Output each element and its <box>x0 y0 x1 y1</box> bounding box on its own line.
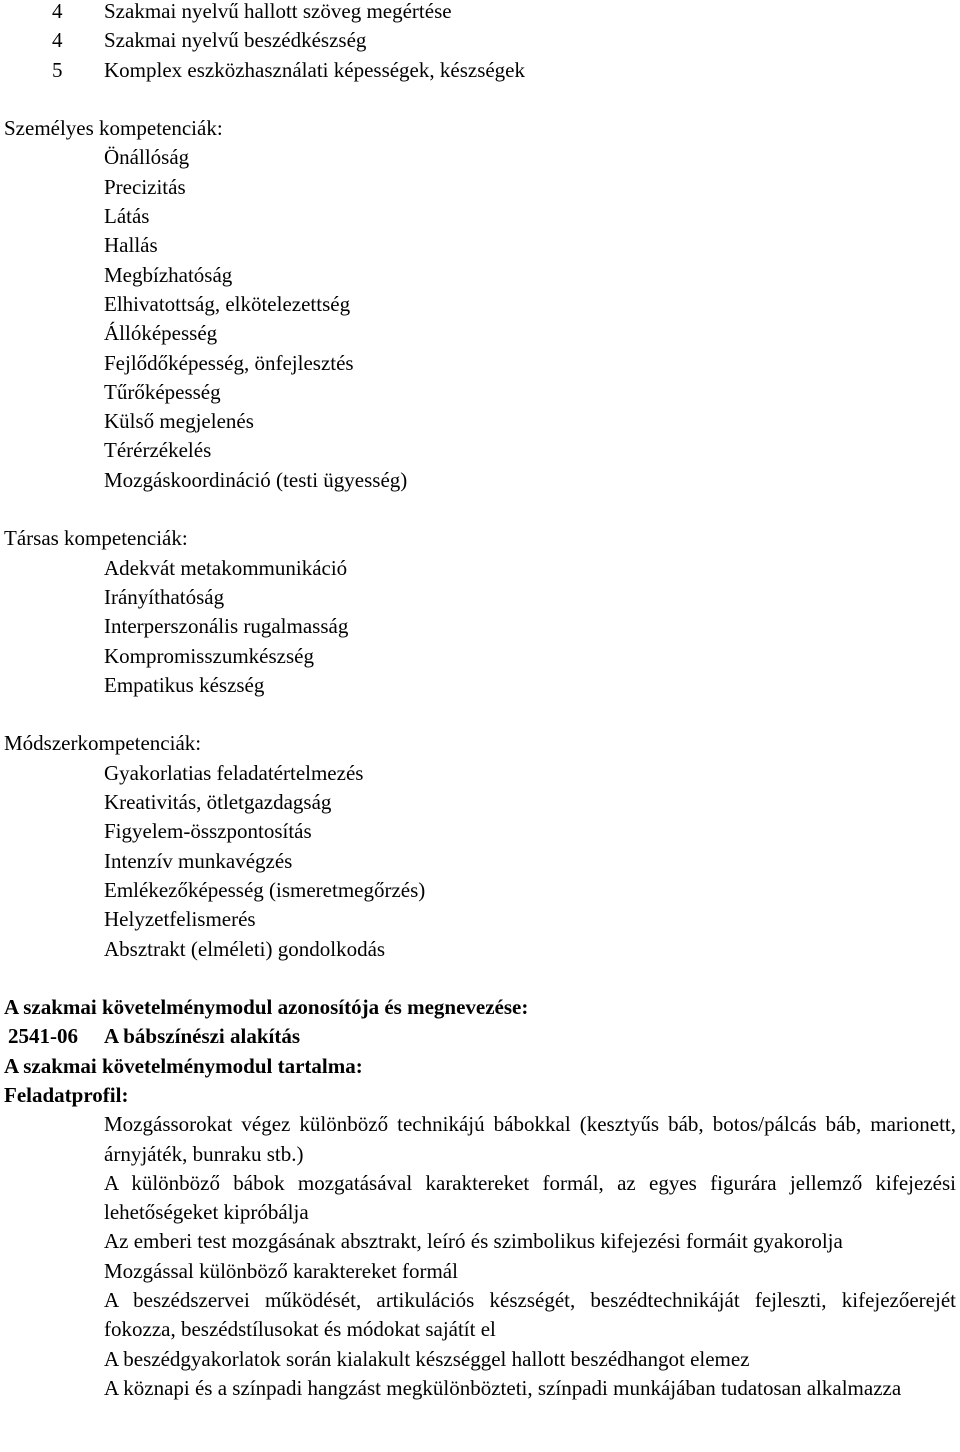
list-item: Kompromisszumkészség <box>104 643 314 668</box>
numbered-item <box>0 0 960 26</box>
list-item: Irányíthatóság <box>104 584 225 609</box>
list-item: Állóképesség <box>104 321 218 346</box>
method-competencies-heading: Módszerkompetenciák: <box>4 731 202 756</box>
social-competencies-heading: Társas kompetenciák: <box>4 526 188 551</box>
spacer <box>0 85 960 114</box>
list-item: Absztrakt (elméleti) gondolkodás <box>104 936 386 961</box>
list-item: Figyelem-összpontosítás <box>104 819 312 844</box>
numbered-item <box>0 56 960 85</box>
task-paragraph: Mozgással különböző karaktereket formál <box>104 1258 458 1283</box>
list-item: Megbízhatóság <box>104 262 233 287</box>
list-item: Mozgáskoordináció (testi ügyesség) <box>104 467 408 492</box>
list-item: Kreativitás, ötletgazdagság <box>104 790 332 815</box>
list-item: Önállóság <box>104 145 190 170</box>
task-paragraph: A különböző bábok mozgatásával karaktereket formál, az egyes figurára jellemző kifejezési lehetőségeket kipróbálja <box>104 1170 956 1225</box>
list-item: Gyakorlatias feladatértelmezés <box>104 760 364 785</box>
item-number: 5 <box>52 57 63 82</box>
task-paragraph: A köznapi és a színpadi hangzást megkülönbözteti, színpadi munkájában tudatosan alkalmazza <box>104 1375 902 1400</box>
list-item: Tűrőképesség <box>104 379 221 404</box>
item-text: Komplex eszközhasználati képességek, készségek <box>104 57 526 82</box>
list-item: Külső megjelenés <box>104 409 254 434</box>
task-profile-heading: Feladatprofil: <box>4 1082 129 1107</box>
task-paragraph: Mozgássorokat végez különböző technikájú bábokkal (kesztyűs báb, botos/pálcás báb, marionett, árnyjáték, bunraku stb.) <box>104 1112 956 1166</box>
module-content-heading: A szakmai követelménymodul tartalma: <box>4 1053 363 1078</box>
item-number: 4 <box>52 0 63 23</box>
list-item: Elhivatottság, elkötelezettség <box>104 291 351 316</box>
list-item: Térérzékelés <box>104 438 212 463</box>
task-paragraph: A beszédszervei működését, artikulációs készségét, beszédtechnikáját fejleszti, kifejezőerejét fokozza, beszédstílusokat és módokat sajátít el <box>104 1288 956 1342</box>
list-item: Intenzív munkavégzés <box>104 848 293 873</box>
list-item: Hallás <box>104 233 158 258</box>
item-text: Szakmai nyelvű beszédkészség <box>104 28 367 53</box>
list-item: Látás <box>104 204 150 229</box>
numbered-item <box>0 26 960 55</box>
item-text: Szakmai nyelvű hallott szöveg megértése <box>104 0 452 23</box>
list-item: Fejlődőképesség, önfejlesztés <box>104 350 354 375</box>
personal-competencies-heading: Személyes kompetenciák: <box>4 116 223 141</box>
module-code: 2541-06 <box>8 1024 78 1049</box>
list-item: Empatikus készség <box>104 672 265 697</box>
list-item: Precizitás <box>104 174 186 199</box>
task-paragraph: Az emberi test mozgásának absztrakt, leíró és szimbolikus kifejezési formáit gyakorolja <box>104 1229 843 1254</box>
list-item: Interperszonális rugalmasság <box>104 614 349 639</box>
list-item: Adekvát metakommunikáció <box>104 555 348 580</box>
list-item: Emlékezőképesség (ismeretmegőrzés) <box>104 877 426 902</box>
item-number: 4 <box>52 28 63 53</box>
spacer <box>0 700 960 729</box>
list-item: Helyzetfelismerés <box>104 907 256 932</box>
spacer <box>0 495 960 524</box>
module-id-heading: A szakmai követelménymodul azonosítója és megnevezése: <box>4 995 529 1020</box>
module-code-line <box>0 1022 960 1051</box>
module-name: A bábszínészi alakítás <box>104 1024 301 1049</box>
spacer <box>0 964 960 993</box>
task-paragraph: A beszédgyakorlatok során kialakult készséggel hallott beszédhangot elemez <box>104 1346 750 1371</box>
